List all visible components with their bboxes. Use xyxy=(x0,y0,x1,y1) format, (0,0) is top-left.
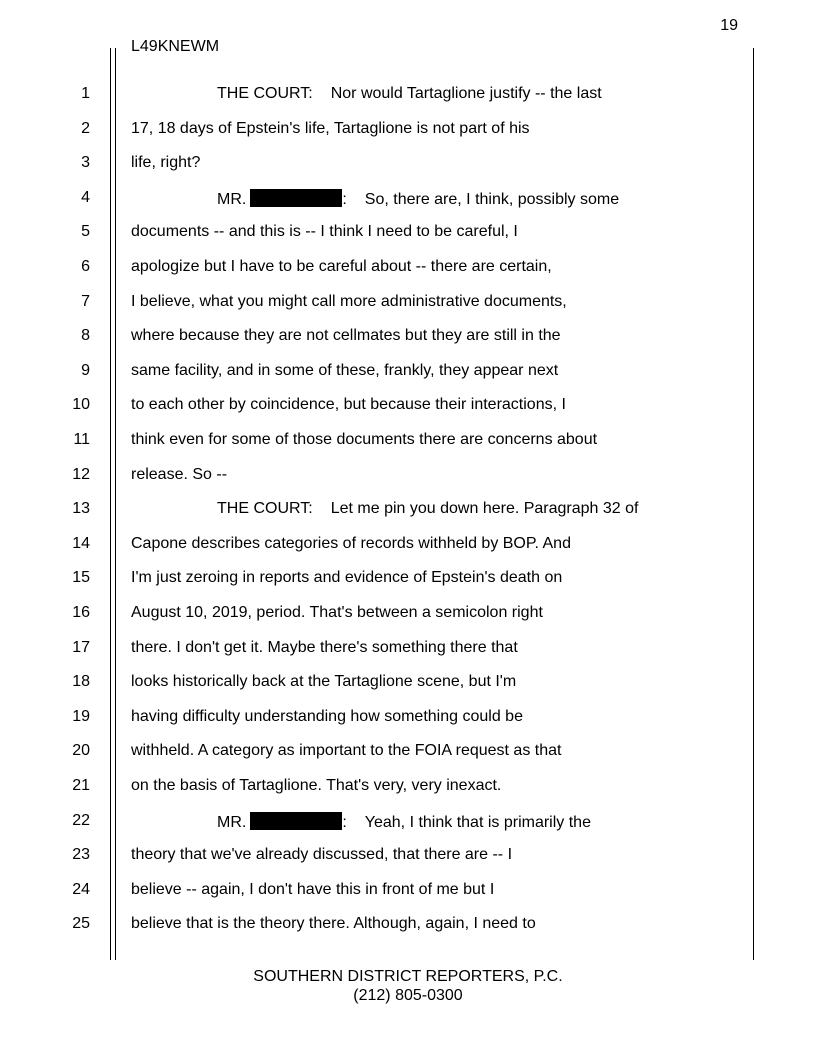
line-text xyxy=(131,639,518,657)
line-content: apologize but I have to be careful about -- there are certain, xyxy=(131,258,552,275)
transcript-line xyxy=(0,604,816,639)
line-number: 24 xyxy=(72,880,90,898)
line-number: 19 xyxy=(72,707,90,725)
transcript-line xyxy=(0,466,816,501)
line-number: 14 xyxy=(72,534,90,552)
page-number: 19 xyxy=(720,17,738,34)
line-content: believe that is the theory there. Although, again, I need to xyxy=(131,915,536,933)
transcript-line xyxy=(0,120,816,155)
line-number: 9 xyxy=(81,361,90,379)
line-text xyxy=(131,777,501,795)
line-number: 1 xyxy=(81,85,90,102)
line-text xyxy=(217,85,602,103)
line-content: theory that we've already discussed, that there are -- I xyxy=(131,846,513,864)
line-content: life, right? xyxy=(131,154,201,172)
transcript-line xyxy=(0,223,816,258)
line-content: believe -- again, I don't have this in front of me but I xyxy=(131,880,495,898)
line-content: having difficulty understanding how something could be xyxy=(131,707,523,725)
transcript-line xyxy=(0,708,816,743)
footer-reporter-phone: (212) 805-0300 xyxy=(353,987,463,1004)
line-number: 2 xyxy=(81,119,90,137)
line-content: August 10, 2019, period. That's between a semicolon right xyxy=(131,604,543,621)
speaker-colon: : xyxy=(342,813,347,831)
transcript-line xyxy=(0,777,816,812)
line-number: 20 xyxy=(72,742,90,760)
line-number: 23 xyxy=(72,846,90,864)
transcript-line xyxy=(0,154,816,189)
speaker-label: MR. xyxy=(217,190,247,208)
header-code: L49KNEWM xyxy=(131,38,220,55)
speaker-label: THE COURT: xyxy=(217,500,313,518)
line-text xyxy=(131,846,512,864)
line-text xyxy=(131,535,571,553)
line-text xyxy=(217,189,619,209)
line-text xyxy=(131,881,494,899)
line-content: looks historically back at the Tartaglione scene, but I'm xyxy=(131,673,517,691)
line-number: 22 xyxy=(72,811,90,829)
transcript-line xyxy=(0,85,816,120)
line-content: So, there are, I think, possibly some xyxy=(364,190,620,208)
line-content: I'm just zeroing in reports and evidence of Epstein's death on xyxy=(131,569,563,587)
line-number: 6 xyxy=(81,258,90,275)
line-text xyxy=(131,154,200,172)
line-text xyxy=(131,569,562,587)
line-content: Nor would Tartaglione justify -- the last xyxy=(330,85,602,102)
line-number: 25 xyxy=(72,915,90,933)
line-number: 15 xyxy=(72,569,90,587)
line-number: 17 xyxy=(72,638,90,656)
transcript-line xyxy=(0,812,816,847)
line-text xyxy=(131,120,530,138)
line-text xyxy=(131,327,561,345)
line-text xyxy=(131,915,536,933)
line-number: 21 xyxy=(72,777,90,794)
line-content: there. I don't get it. Maybe there's something there that xyxy=(131,638,518,656)
line-text xyxy=(131,604,543,622)
transcript-line xyxy=(0,881,816,916)
speaker-colon: : xyxy=(342,190,347,208)
transcript-line xyxy=(0,846,816,881)
line-number: 3 xyxy=(81,154,90,172)
line-number: 5 xyxy=(81,223,90,241)
transcript-line xyxy=(0,293,816,328)
footer-reporter-name: SOUTHERN DISTRICT REPORTERS, P.C. xyxy=(253,968,563,985)
line-text xyxy=(131,223,518,241)
line-text xyxy=(131,293,567,311)
transcript-line xyxy=(0,189,816,224)
line-number: 12 xyxy=(72,465,90,483)
line-content: think even for some of those documents there are concerns about xyxy=(131,431,598,448)
line-content: documents -- and this is -- I think I need to be careful, I xyxy=(131,223,518,241)
transcript-line xyxy=(0,742,816,777)
line-text xyxy=(131,362,558,380)
redaction-box xyxy=(250,189,342,207)
line-number: 13 xyxy=(72,500,90,518)
line-text xyxy=(217,812,591,832)
line-content: on the basis of Tartaglione. That's very, very inexact. xyxy=(131,777,502,794)
speaker-label: THE COURT: xyxy=(217,85,313,102)
line-text xyxy=(131,673,516,691)
line-number: 7 xyxy=(81,292,90,310)
transcript-line xyxy=(0,362,816,397)
line-number: 16 xyxy=(72,604,90,621)
line-content: 17, 18 days of Epstein's life, Tartaglione is not part of his xyxy=(131,119,530,137)
transcript-line xyxy=(0,500,816,535)
line-text xyxy=(217,500,638,518)
transcript-line xyxy=(0,915,816,950)
line-content: Let me pin you down here. Paragraph 32 of xyxy=(330,500,639,518)
line-number: 11 xyxy=(73,431,90,448)
line-content: where because they are not cellmates but they are still in the xyxy=(131,327,561,345)
redaction-box xyxy=(250,812,342,830)
line-content: Capone describes categories of records withheld by BOP. And xyxy=(131,534,571,552)
transcript-line xyxy=(0,673,816,708)
transcript-line xyxy=(0,535,816,570)
line-text xyxy=(131,258,552,276)
line-number: 18 xyxy=(72,673,90,691)
line-text xyxy=(131,742,561,760)
line-text xyxy=(131,396,566,414)
line-content: withheld. A category as important to the FOIA request as that xyxy=(131,742,562,760)
line-text xyxy=(131,431,597,449)
transcript-line xyxy=(0,639,816,674)
speaker-label: MR. xyxy=(217,813,247,831)
line-content: Yeah, I think that is primarily the xyxy=(364,813,591,831)
transcript-line xyxy=(0,396,816,431)
transcript-line xyxy=(0,431,816,466)
transcript-line xyxy=(0,258,816,293)
transcript-line xyxy=(0,569,816,604)
line-text xyxy=(131,466,227,484)
transcript-line xyxy=(0,327,816,362)
line-content: same facility, and in some of these, frankly, they appear next xyxy=(131,361,559,379)
line-number: 8 xyxy=(81,327,90,345)
line-content: release. So -- xyxy=(131,465,228,483)
line-number: 4 xyxy=(81,188,90,206)
line-content: I believe, what you might call more administrative documents, xyxy=(131,292,567,310)
line-number: 10 xyxy=(72,396,90,414)
line-content: to each other by coincidence, but because their interactions, I xyxy=(131,396,566,414)
line-text xyxy=(131,708,523,726)
